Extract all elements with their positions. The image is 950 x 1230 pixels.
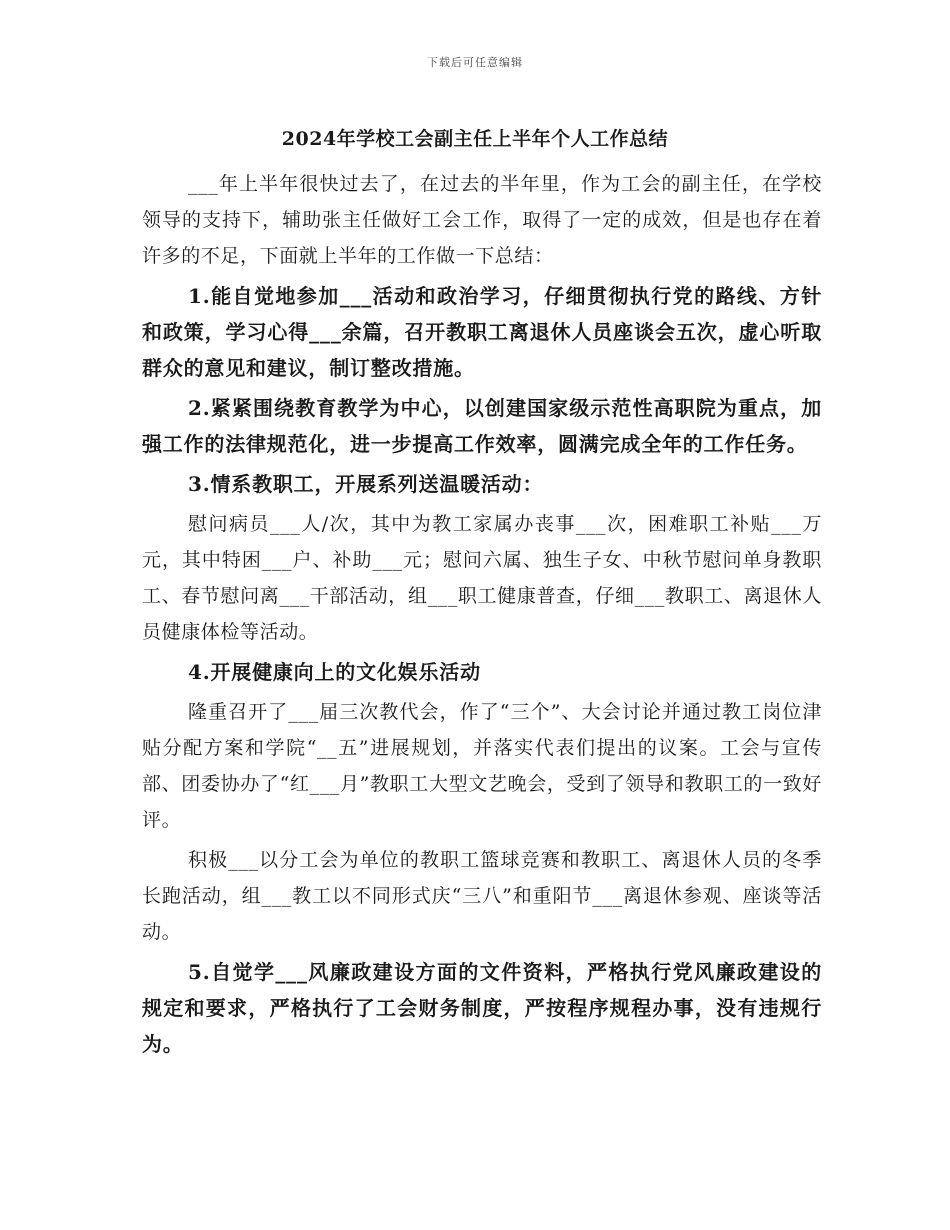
paragraph-item-5: 5.自觉学___风廉政建设方面的文件资料，严格执行党风廉政建设的规定和要求，严格执行了工会财务制度，严按程序规程办事，没有违规行为。 — [142, 960, 822, 1056]
paragraph-item-3-body: 慰问病员___人/次，其中为教工家属办丧事___次，困难职工补贴___万元，其中特困___户、补助___元；慰问六属、独生子女、中秋节慰问单身教职工、春节慰问离___干部活动，组___职工健康普查，仔细___教职工、离退休人员健康体检等活动。 — [142, 513, 822, 643]
paragraph-item-1: 1.能自觉地参加___活动和政治学习，仔细贯彻执行党的路线、方针和政策，学习心得___余篇，召开教职工离退休人员座谈会五次，虚心听取群众的意见和建议，制订整改措施。 — [142, 284, 822, 380]
document-title: 2024年学校工会副主任上半年个人工作总结 — [281, 128, 669, 150]
header-note: 下载后可任意编辑 — [427, 56, 523, 69]
paragraph-item-4-body-2: 积极___以分工会为单位的教职工篮球竞赛和教职工、离退休人员的冬季长跑活动，组___教工以不同形式庆“三八”和重阳节___离退休参观、座谈等活动。 — [142, 849, 822, 943]
paragraph-item-2: 2.紧紧围绕教育教学为中心，以创建国家级示范性高职院为重点，加强工作的法律规范化，进一步提高工作效率，圆满完成全年的工作任务。 — [142, 396, 822, 456]
paragraph-item-4-body-1: 隆重召开了___届三次教代会，作了“三个”、大会讨论并通过教工岗位津贴分配方案和学院“__五”进展规划，并落实代表们提出的议案。工会与宣传部、团委协办了“红___月”教职工大型文艺晚会，受到了领导和教职工的一致好评。 — [142, 701, 822, 831]
paragraph-intro: ___年上半年很快过去了，在过去的半年里，作为工会的副主任，在学校领导的支持下，辅助张主任做好工会工作，取得了一定的成效，但是也存在着许多的不足，下面就上半年的工作做一下总结： — [142, 173, 822, 267]
document-body — [142, 166, 822, 1066]
paragraph-item-3-heading: 3.情系教职工，开展系列送温暖活动： — [188, 472, 544, 496]
paragraph-item-4-heading: 4.开展健康向上的文化娱乐活动 — [188, 660, 481, 684]
